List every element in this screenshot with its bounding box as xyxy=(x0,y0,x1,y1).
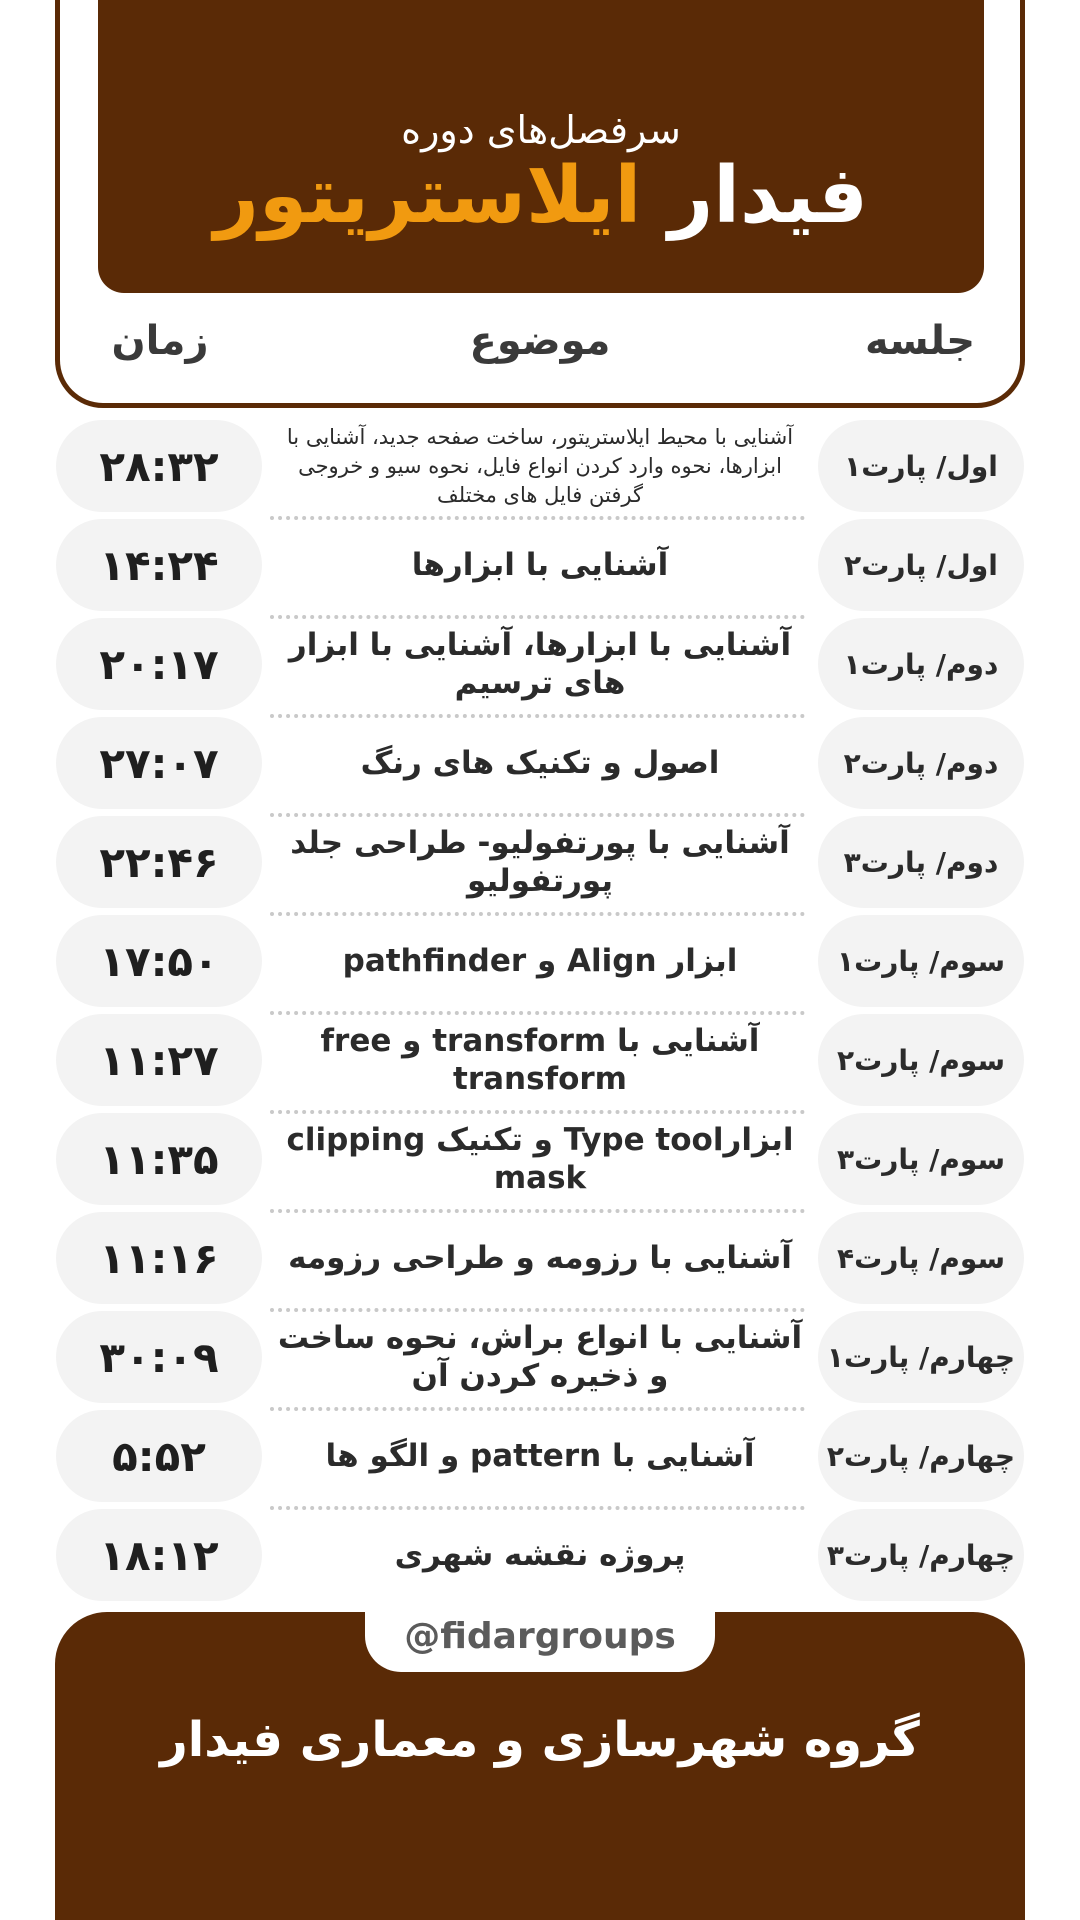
topic-text: پروژه نقشه شهری xyxy=(394,1537,686,1573)
column-header-topic: موضوع xyxy=(469,318,611,364)
table-row xyxy=(0,519,1080,611)
session-pill: سوم/ پارت۳ xyxy=(818,1113,1024,1205)
table-row xyxy=(0,915,1080,1007)
session-pill: دوم/ پارت۱ xyxy=(818,618,1024,710)
title-course: ایلاستریتور xyxy=(213,151,642,241)
session-pill: دوم/ پارت۳ xyxy=(818,816,1024,908)
time-pill: ۱۱:۱۶ xyxy=(56,1212,262,1304)
table-row xyxy=(0,1509,1080,1601)
table-row xyxy=(0,816,1080,908)
time-pill: ۵:۵۲ xyxy=(56,1410,262,1502)
table-row xyxy=(0,1113,1080,1205)
topic-text: آشنایی با محیط ایلاستریتور، ساخت صفحه جدید، آشنایی با ابزارها، نحوه وارد کردن انواع فایل، نحوه سیو و خروجی گرفتن فایل های مختلف xyxy=(286,424,794,507)
time-pill: ۲۸:۳۲ xyxy=(56,420,262,512)
session-pill: سوم/ پارت۲ xyxy=(818,1014,1024,1106)
footer-title: گروه شهرسازی و معماری فیدار xyxy=(160,1712,920,1768)
table-row xyxy=(0,420,1080,512)
time-pill: ۲۷:۰۷ xyxy=(56,717,262,809)
table-row xyxy=(0,1311,1080,1403)
topic-text: آشنایی با pattern و الگو ها xyxy=(325,1438,755,1474)
time-pill: ۱۱:۳۵ xyxy=(56,1113,262,1205)
table-row xyxy=(0,717,1080,809)
topic-text: اصول و تکنیک های رنگ xyxy=(360,745,720,781)
session-pill: چهارم/ پارت۲ xyxy=(818,1410,1024,1502)
time-pill: ۳۰:۰۹ xyxy=(56,1311,262,1403)
time-pill: ۲۰:۱۷ xyxy=(56,618,262,710)
table-row xyxy=(0,1410,1080,1502)
table-row xyxy=(0,618,1080,710)
session-pill: اول/ پارت۱ xyxy=(818,420,1024,512)
session-pill: چهارم/ پارت۳ xyxy=(818,1509,1024,1601)
topic-text: آشنایی با transform و free transform xyxy=(320,1023,760,1097)
time-pill: ۱۷:۵۰ xyxy=(56,915,262,1007)
topic-text: ابزارType tool و تکنیک clipping mask xyxy=(286,1122,794,1196)
column-header-time: زمان xyxy=(111,318,209,364)
session-pill: چهارم/ پارت۱ xyxy=(818,1311,1024,1403)
session-pill: دوم/ پارت۲ xyxy=(818,717,1024,809)
time-pill: ۱۱:۲۷ xyxy=(56,1014,262,1106)
table-row xyxy=(0,1014,1080,1106)
table-row xyxy=(0,1212,1080,1304)
session-pill: سوم/ پارت۴ xyxy=(818,1212,1024,1304)
header-panel xyxy=(98,0,984,293)
topic-text: آشنایی با پورتفولیو- طراحی جلد پورتفولیو xyxy=(290,825,790,899)
topic-text: آشنایی با انواع براش، نحوه ساخت و ذخیره کردن آن xyxy=(277,1320,803,1394)
title-brand: فیدار xyxy=(668,151,868,241)
time-pill: ۱۴:۲۴ xyxy=(56,519,262,611)
header-title xyxy=(98,148,984,244)
topic-text: آشنایی با ابزارها، آشنایی با ابزار های ترسیم xyxy=(288,627,792,701)
time-pill: ۲۲:۴۶ xyxy=(56,816,262,908)
social-handle: @fidargroups xyxy=(365,1600,715,1672)
session-pill: اول/ پارت۲ xyxy=(818,519,1024,611)
topic-text: آشنایی با ابزارها xyxy=(411,547,669,583)
column-header-session: جلسه xyxy=(864,318,976,364)
header-subtitle: سرفصل‌های دوره xyxy=(401,108,681,152)
topic-text: ابزار Align و pathfinder xyxy=(342,943,738,979)
time-pill: ۱۸:۱۲ xyxy=(56,1509,262,1601)
session-pill: سوم/ پارت۱ xyxy=(818,915,1024,1007)
topic-text: آشنایی با رزومه و طراحی رزومه xyxy=(288,1240,792,1276)
